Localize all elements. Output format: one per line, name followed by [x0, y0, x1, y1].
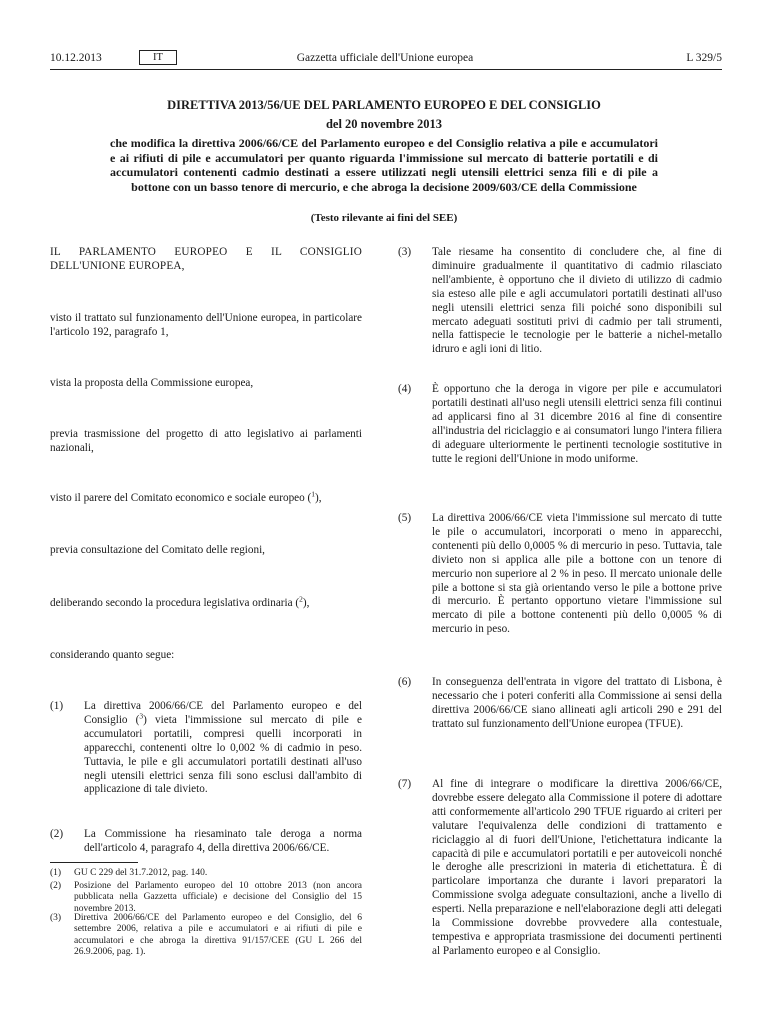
recitals-intro: considerando quanto segue: [50, 649, 175, 661]
publication-title: Gazzetta ufficiale dell'Unione europea [296, 52, 474, 64]
citation-proposal: vista la proposta della Commissione europea, [50, 377, 254, 389]
recital-6: In conseguenza dell'entrata in vigore del trattato di Lisbona, è necessario che i poteri conferiti alla Commissione ai sensi della direttiva 2006/66/CE siano allineati agli articoli 290 e 291 del trattato sul funzionamento dell'Unione europea (TFUE). [432, 676, 722, 730]
footnote-ref-3[interactable]: 3 [139, 711, 144, 721]
citation-procedure: deliberando secondo la procedura legislativa ordinaria ($^2$), [50, 594, 310, 609]
header-rule [50, 69, 722, 70]
footnote-rule [50, 862, 138, 863]
citation-regions: previa consultazione del Comitato delle regioni, [50, 544, 265, 556]
recital-3: Tale riesame ha consentito di concludere che, al fine di diminuire gradualmente il quantitativo di cadmio rilasciato nell'ambiente, è opportuno che il divieto di utilizzo di cadmio sia esteso alle pile e agli accumulatori portatili destinati all'uso negli utensili elettrici senza fili poiché sono disponibili sul mercato adeguati sostituti privi di cadmio per tali strumenti, nella fattispecie le tecnologie per le batterie a nichel-metallo idruro e agli ioni di litio. [432, 246, 722, 356]
language-badge: IT [139, 50, 177, 65]
recital-number: (3) [398, 246, 412, 258]
recital-number: (4) [398, 383, 412, 395]
citation-treaty: visto il trattato sul funzionamento dell'Unione europea, in particolare l'articolo 192, paragrafo 1, [50, 312, 362, 338]
issue-date: 10.12.2013 [50, 52, 102, 64]
footnote-3: (3) Direttiva 2006/66/CE del Parlamento europeo e del Consiglio, del 6 settembre 2006, relativa a pile e accumulatori e ai rifiuti di pile e accumulatori e che abroga la direttiva 91/157/CEE (GU L 266 del 26.9.2006, pag. 1). [50, 913, 362, 958]
page-reference: L 329/5 [686, 52, 722, 64]
footnote-ref-2[interactable]: 2 [299, 594, 303, 604]
recital-number: (5) [398, 512, 412, 524]
recital-number: (2) [50, 828, 64, 840]
citation-transmission: previa trasmissione del progetto di atto legislativo ai parlamenti nazionali, [50, 428, 362, 454]
directive-title: DIRETTIVA 2013/56/UE DEL PARLAMENTO EUROPEO E DEL CONSIGLIO [167, 98, 601, 112]
recital-number: (1) [50, 700, 64, 712]
footnote-1: (1) GU C 229 del 31.7.2012, pag. 140. [50, 868, 208, 878]
directive-date: del 20 novembre 2013 [325, 117, 443, 131]
recital-5: La direttiva 2006/66/CE vieta l'immissione sul mercato di tutte le pile o accumulatori, incorporati o meno in apparecchi, contenenti più dello 0,0005 % di mercurio in peso. Tuttavia, tale divieto non si applica alle pile a bottone con un tenore di mercurio non superiore al 2 % in peso. Il mercato unionale delle pile a bottone si sta già orientando verso le pile a bottone prive di mercurio. È pertanto opportuno vietare l'immissione sul mercato di pile a bottone contenenti più dello 0,0005 % di mercurio in peso. [432, 512, 722, 636]
eea-relevance: (Testo rilevante ai fini del SEE) [310, 212, 458, 224]
recital-2: La Commissione ha riesaminato tale deroga a norma dell'articolo 4, paragrafo 4, della direttiva 2006/66/CE. [84, 828, 362, 854]
recital-number: (6) [398, 676, 412, 688]
citation-eesc: visto il parere del Comitato economico e sociale europeo ($^1$), [50, 489, 322, 504]
directive-subject: che modifica la direttiva 2006/66/CE del Parlamento europeo e del Consiglio relativa a pile e accumulatori e ai rifiuti di pile e accumulatori per quanto riguarda l'immissione sul mercato di batterie portatili e di accumulatori contenenti cadmio destinati a essere utilizzati negli utensili elettrici senza fili e di pile a bottone con un basso tenore di mercurio, e che abroga la decisione 2009/603/CE della Commissione [110, 136, 658, 194]
footnote-2: (2) Posizione del Parlamento europeo del 10 ottobre 2013 (non ancora pubblicata nella Gazzetta ufficiale) e decisione del Consiglio del 15 novembre 2013. [50, 881, 362, 914]
footnote-ref-1[interactable]: 1 [311, 489, 316, 499]
recital-number: (7) [398, 778, 412, 790]
preamble-heading: IL PARLAMENTO EUROPEO E IL CONSIGLIO DELL'UNIONE EUROPEA, [50, 246, 362, 272]
recital-4: È opportuno che la deroga in vigore per pile e accumulatori portatili destinati all'uso negli utensili elettrici senza fili continui ad applicarsi fino al 31 dicembre 2016 al fine di consentire all'industria del riciclaggio e ai consumatori lungo l'intera filiera di adeguare ulteriormente le pertinenti tecnologie sostitutive in tutte le regioni dell'Unione in modo uniforme. [432, 383, 722, 465]
recital-7: Al fine di integrare o modificare la direttiva 2006/66/CE, dovrebbe essere delegato alla Commissione il potere di adottare atti conformemente all'articolo 290 TFUE riguardo ai criteri per valutare l'equivalenza delle condizioni di trattamento e riciclaggio al di fuori dell'Unione, l'etichettatura indicante la capacità di pile e accumulatori portatili e per autoveicoli nonché le deroghe alle prescrizioni in materia di etichettatura. È di particolare importanza che durante i lavori preparatori la Commissione svolga adeguate consultazioni, anche a livello di esperti. Nella preparazione e nell'elaborazione degli atti delegati la Commissione dovrebbe provvedere alla contestuale, tempestiva e appropriata trasmissione dei documenti pertinenti al Parlamento europeo e al Consiglio. [432, 778, 722, 957]
recital-1: La direttiva 2006/66/CE del Parlamento europeo e del Consiglio ($^3$) vieta l'immissione sul mercato di pile e accumulatori portatili, compresi quelli incorporati in apparecchi, contenenti oltre lo 0,002 % di cadmio in peso. Tuttavia, le pile e gli accumulatori portatili destinati all'uso negli utensili elettrici senza fili sono esclusi dall'ambito di applicazione di tale divieto. [84, 700, 362, 796]
